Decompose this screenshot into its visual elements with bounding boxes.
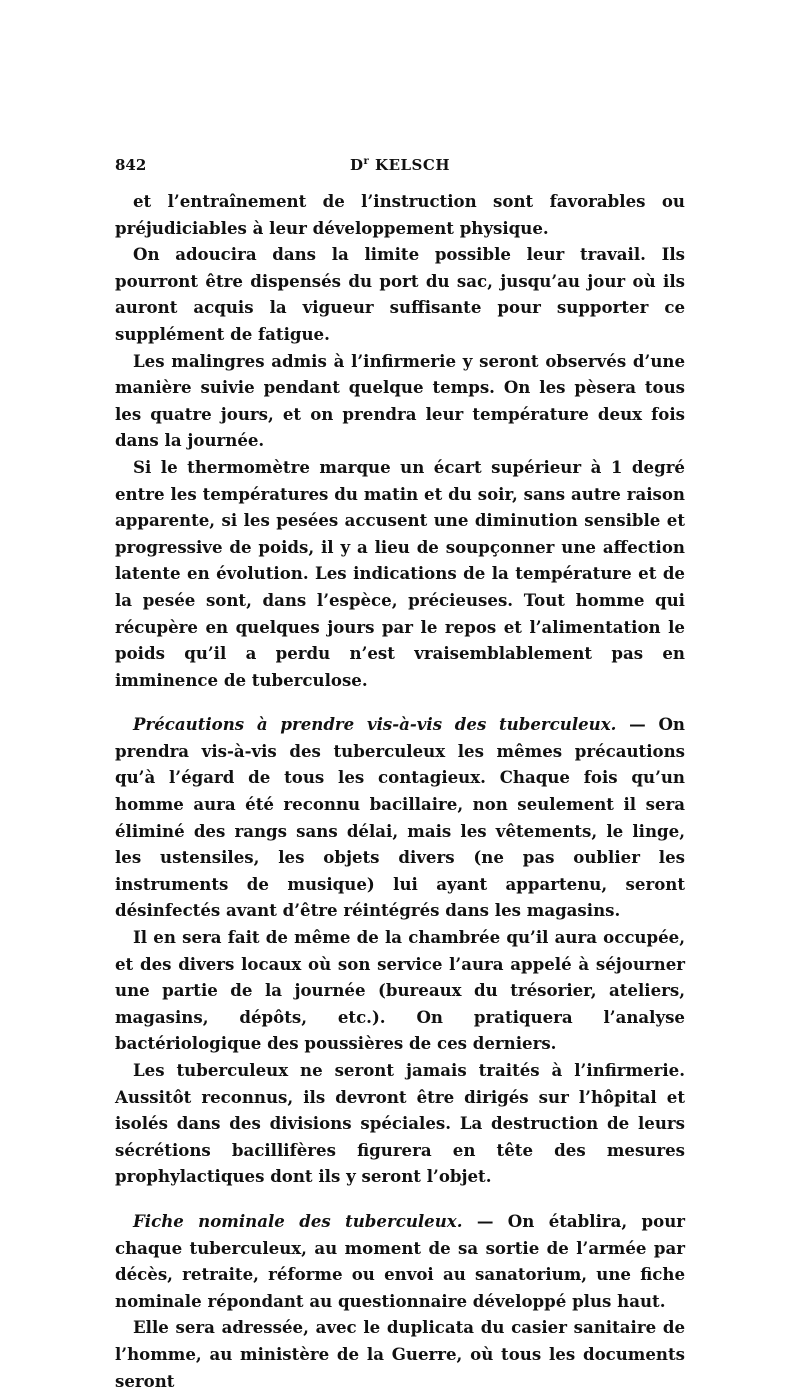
paragraph: [115, 924, 685, 1057]
running-head-prefix: D: [350, 156, 364, 174]
paragraph: [115, 711, 685, 924]
paragraph-text: Les malingres admis à l’infirmerie y seront observés d’une manière suivie pendant quelque temps. On les pèsera tous les quatre jours, et on prendra leur température deux fois dans la journée.: [115, 350, 685, 451]
paragraph-text: Si le thermomètre marque un écart supérieur à 1 degré entre les températures du matin et du soir, sans autre raison apparente, si les pesées accusent une diminution sensible et progressive de poids, il y a lieu de soupçonner une affection latente en évolution. Les indications de la température et de la pesée sont, dans l’espèce, précieuses. Tout homme qui récupère en quelques jours par le repos et l’alimentation le poids qu’il a perdu n’est vraisemblablement pas en imminence de tuberculose.: [115, 456, 685, 690]
paragraph: [115, 188, 685, 241]
paragraph: [115, 348, 685, 454]
paragraph-text: Il en sera fait de même de la chambrée qu’il aura occupée, et des divers locaux où son service l’aura appelé à séjourner une partie de la journée (bureaux du trésorier, ateliers, magasins, dépôts, etc.). On pratiquera l’analyse bactériologique des poussières de ces derniers.: [115, 927, 685, 1054]
paragraph: [115, 454, 685, 693]
page-header: [115, 156, 685, 178]
body-text: [115, 188, 685, 1394]
paragraph-text: On adoucira dans la limite possible leur travail. Ils pourront être dispensés du port du sac, jusqu’au jour où ils auront acquis la vigueur suffisante pour supporter ce supplément de fatigue.: [115, 244, 685, 344]
paragraph-text: et l’entraînement de l’instruction sont favorables ou préjudiciables à leur développement physique.: [115, 191, 685, 238]
paragraph-text: — On établira, pour chaque tuberculeux, au moment de sa sortie de l’armée par décès, retraite, réforme ou envoi au sanatorium, une fiche nominale répondant au questionnaire développé plus haut.: [115, 1210, 685, 1311]
running-head: [115, 156, 685, 174]
running-head-name: KELSCH: [375, 156, 450, 174]
paragraph: [115, 1057, 685, 1190]
paragraph: [115, 1208, 685, 1314]
section-title: Précautions à prendre vis-à-vis des tuberculeux.: [133, 714, 617, 735]
paragraph-text: Elle sera adressée, avec le duplicata du casier sanitaire de l’homme, au ministère de la Guerre, où tous les documents seront: [115, 1317, 685, 1391]
section-title: Fiche nominale des tuberculeux.: [133, 1210, 463, 1231]
paragraph-text: — On prendra vis-à-vis des tuberculeux les mêmes précautions qu’à l’égard de tous les contagieux. Chaque fois qu’un homme aura été reconnu bacillaire, non seulement il sera éliminé des rangs sans délai, mais les vêtements, le linge, les ustensiles, les objets divers (ne pas oublier les instruments de musique) lui ayant appartenu, seront désinfectés avant d’être réintégrés dans les magasins.: [115, 714, 685, 921]
paragraph: [115, 241, 685, 347]
paragraph-text: Les tuberculeux ne seront jamais traités à l’infirmerie. Aussitôt reconnus, ils devront être dirigés sur l’hôpital et isolés dans des divisions spéciales. La destruction de leurs sécrétions bacillifères figurera en tête des mesures prophylactiques dont ils y seront l’objet.: [115, 1060, 685, 1187]
page-number: 842: [115, 156, 147, 174]
paragraph: [115, 1314, 685, 1394]
running-head-sup: r: [363, 156, 370, 167]
